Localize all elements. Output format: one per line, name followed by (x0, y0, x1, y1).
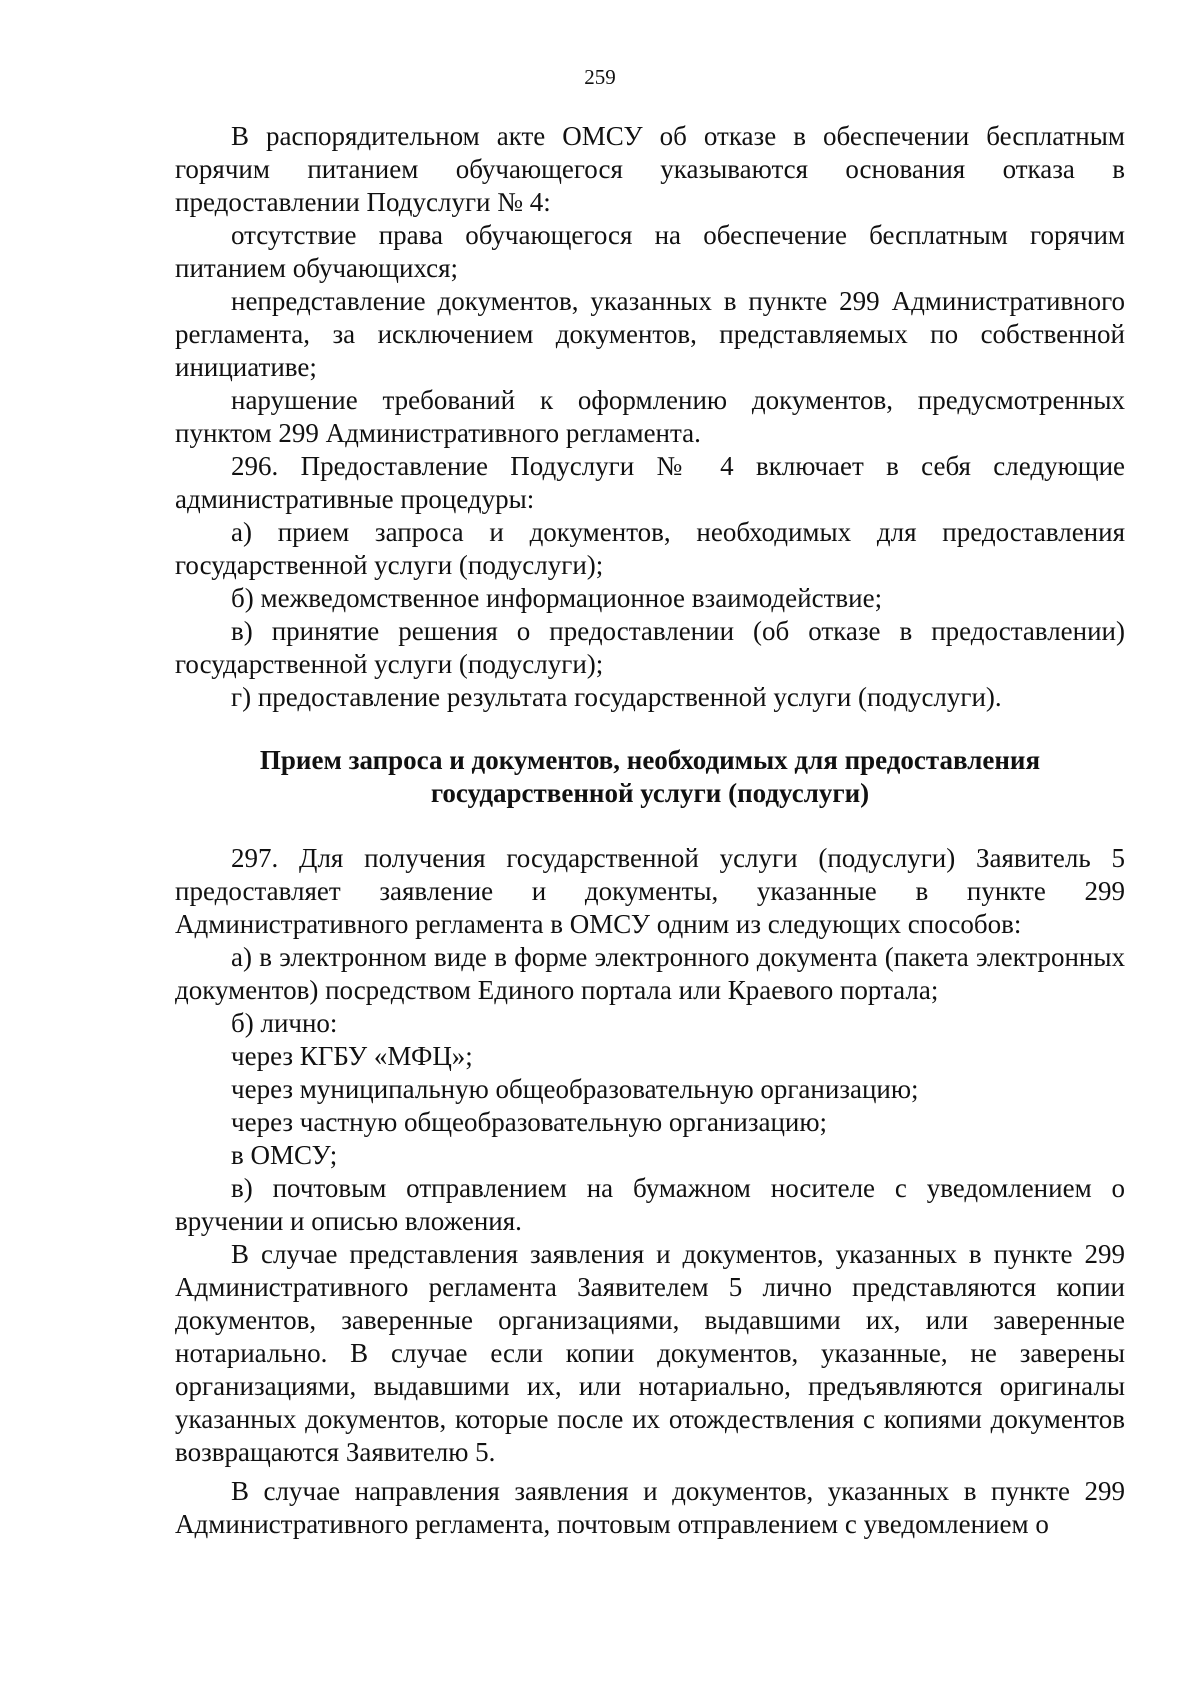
paragraph: В случае направления заявления и документов, указанных в пункте 299 Административного регламента, почтовым отправлением с уведомлением о (175, 1476, 1125, 1539)
paragraph: 297. Для получения государственной услуги (подуслуги) Заявитель 5 предоставляет заявление и документы, указанные в пункте 299 Административного регламента в ОМСУ одним из следующих способов: (175, 843, 1125, 939)
paragraph: г) предоставление результата государственной услуги (подуслуги). (231, 682, 1002, 712)
paragraph: непредставление документов, указанных в пункте 299 Административного регламента, за исключением документов, представляемых по собственной инициативе; (175, 286, 1125, 382)
paragraph: В случае представления заявления и документов, указанных в пункте 299 Административного регламента Заявителем 5 лично представляются копии документов, заверенные организациями, выдавшими их, или заверенные нотариально. В случае если копии документов, указанные, не заверены организациями, выдавшими их, или нотариально, предъявляются оригиналы указанных документов, которые после их отождествления с копиями документов возвращаются Заявителю 5. (175, 1239, 1125, 1467)
page-number: 259 (584, 65, 616, 89)
paragraph: в) почтовым отправлением на бумажном носителе с уведомлением о вручении и описью вложения. (175, 1173, 1125, 1236)
paragraph: В распорядительном акте ОМСУ об отказе в обеспечении бесплатным горячим питанием обучающегося указываются основания отказа в предоставлении Подуслуги № 4: (175, 121, 1125, 217)
paragraph: через муниципальную общеобразовательную организацию; (231, 1074, 919, 1104)
paragraph: б) межведомственное информационное взаимодействие; (231, 583, 883, 613)
paragraph: в) принятие решения о предоставлении (об отказе в предоставлении) государственной услуги (подуслуги); (175, 616, 1125, 679)
paragraph: а) в электронном виде в форме электронного документа (пакета электронных документов) посредством Единого портала или Краевого портала; (175, 942, 1125, 1005)
document-body (175, 120, 1125, 1541)
paragraph: отсутствие права обучающегося на обеспечение бесплатным горячим питанием обучающихся; (175, 220, 1125, 283)
spacer (175, 810, 1125, 842)
paragraph: 296. Предоставление Подуслуги № 4 включает в себя следующие административные процедуры: (175, 451, 1125, 514)
paragraph: в ОМСУ; (231, 1140, 338, 1170)
paragraph: а) прием запроса и документов, необходимых для предоставления государственной услуги (подуслуги); (175, 517, 1125, 580)
spacer (175, 714, 1125, 744)
paragraph: б) лично: (231, 1008, 338, 1038)
section-heading-line-2: государственной услуги (подуслуги) (430, 778, 870, 808)
paragraph: через КГБУ «МФЦ»; (231, 1041, 473, 1071)
paragraph: через частную общеобразовательную организацию; (231, 1107, 828, 1137)
section-heading (175, 744, 1125, 810)
paragraph: нарушение требований к оформлению документов, предусмотренных пунктом 299 Административного регламента. (175, 385, 1125, 448)
section-heading-line-1: Прием запроса и документов, необходимых для предоставления (259, 745, 1041, 775)
